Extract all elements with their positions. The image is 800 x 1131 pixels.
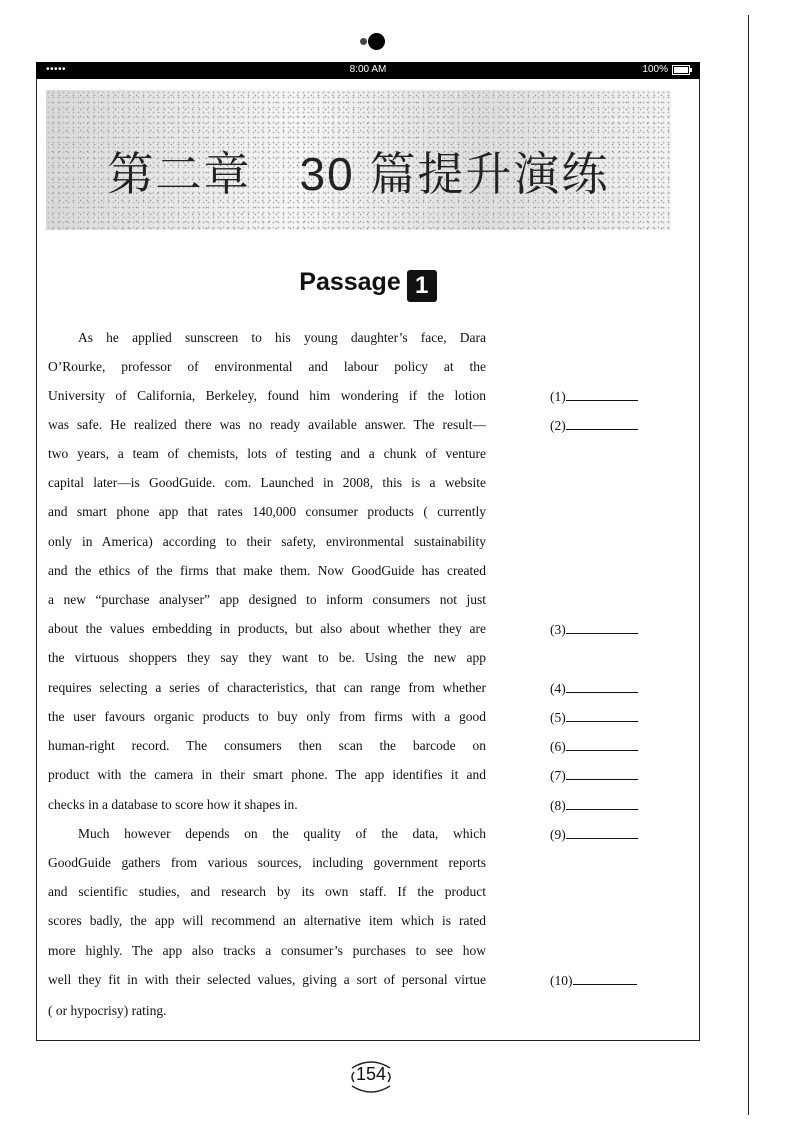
passage-line: well they fit in with their selected values, giving a sort of personal virtue	[48, 972, 486, 987]
answer-blank-label: (3)	[550, 622, 566, 637]
passage-line: two years, a team of chemists, lots of testing and a chunk of venture	[48, 446, 486, 461]
passage-line: ( or hypocrisy) rating.	[48, 1003, 167, 1018]
camera-lens-icon	[360, 38, 367, 45]
answer-blank[interactable]	[550, 738, 638, 755]
passage-line: only in America) according to their safety, environmental sustainability	[48, 534, 486, 549]
status-bar	[36, 62, 700, 79]
passage-line: O’Rourke, professor of environmental and labour policy at the	[48, 359, 486, 374]
passage-line: about the values embedding in products, but also about whether they are	[48, 621, 486, 636]
passage-line: more highly. The app also tracks a consumer’s purchases to see how	[48, 943, 486, 958]
passage-line: As he applied sunscreen to his young daughter’s face, Dara	[78, 330, 486, 345]
passage-line: the virtuous shoppers they say they want to be. Using the new app	[48, 650, 486, 665]
battery-percent: 100%	[642, 64, 668, 75]
answer-blank-label: (8)	[550, 798, 566, 813]
passage-line: University of California, Berkeley, found him wondering if the lotion	[48, 388, 486, 403]
passage-line: and smart phone app that rates 140,000 consumer products ( currently	[48, 504, 486, 519]
page-number: 154	[355, 1064, 387, 1084]
chapter-banner	[46, 90, 671, 230]
passage-line: was safe. He realized there was no ready available answer. The result—	[48, 417, 486, 432]
passage-line: and the ethics of the firms that make them. Now GoodGuide has created	[48, 563, 486, 578]
answer-blank-label: (2)	[550, 418, 566, 433]
answer-blank[interactable]	[550, 826, 638, 843]
passage-line: capital later—is GoodGuide. com. Launched in 2008, this is a website	[48, 475, 486, 490]
answer-blank[interactable]	[550, 417, 638, 434]
answer-blank-label: (9)	[550, 827, 566, 842]
answer-blank[interactable]	[550, 621, 638, 638]
battery-indicator	[642, 64, 690, 75]
answer-blank-label: (6)	[550, 739, 566, 754]
answer-blank[interactable]	[550, 388, 638, 405]
passage-label: Passage	[299, 268, 401, 296]
battery-icon	[672, 65, 690, 75]
passage-line: human-right record. The consumers then scan the barcode on	[48, 738, 486, 753]
passage-line: a new “purchase analyser” app designed to inform consumers not just	[48, 592, 486, 607]
answer-blank[interactable]	[550, 972, 637, 989]
answer-blank-label: (1)	[550, 389, 566, 404]
passage-line: scores badly, the app will recommend an alternative item which is rated	[48, 913, 486, 928]
answer-blank-label: (10)	[550, 973, 573, 988]
chapter-title: 第二章 30 篇提升演练	[107, 148, 610, 200]
answer-blank[interactable]	[550, 797, 638, 814]
camera-dot-icon	[368, 33, 385, 50]
signal-indicator: •••••	[46, 64, 67, 75]
answer-blank[interactable]	[550, 767, 638, 784]
passage-line: Much however depends on the quality of the data, which	[78, 826, 486, 841]
passage-heading	[0, 268, 736, 302]
page-edge-line	[748, 15, 749, 1115]
answer-blank[interactable]	[550, 709, 638, 726]
answer-blank-label: (7)	[550, 768, 566, 783]
answer-blank-label: (4)	[550, 681, 566, 696]
answer-blank-label: (5)	[550, 710, 566, 725]
camera-indicator	[360, 32, 380, 52]
status-time: 8:00 AM	[349, 64, 387, 75]
passage-line: GoodGuide gathers from various sources, including government reports	[48, 855, 486, 870]
passage-number: 1	[407, 270, 437, 302]
passage-line: product with the camera in their smart phone. The app identifies it and	[48, 767, 486, 782]
passage-line: the user favours organic products to buy only from firms with a good	[48, 709, 486, 724]
passage-line: and scientific studies, and research by its own staff. If the product	[48, 884, 486, 899]
passage-line: checks in a database to score how it shapes in.	[48, 797, 298, 812]
passage-line: requires selecting a series of characteristics, that can range from whether	[48, 680, 486, 695]
answer-blank[interactable]	[550, 680, 638, 697]
